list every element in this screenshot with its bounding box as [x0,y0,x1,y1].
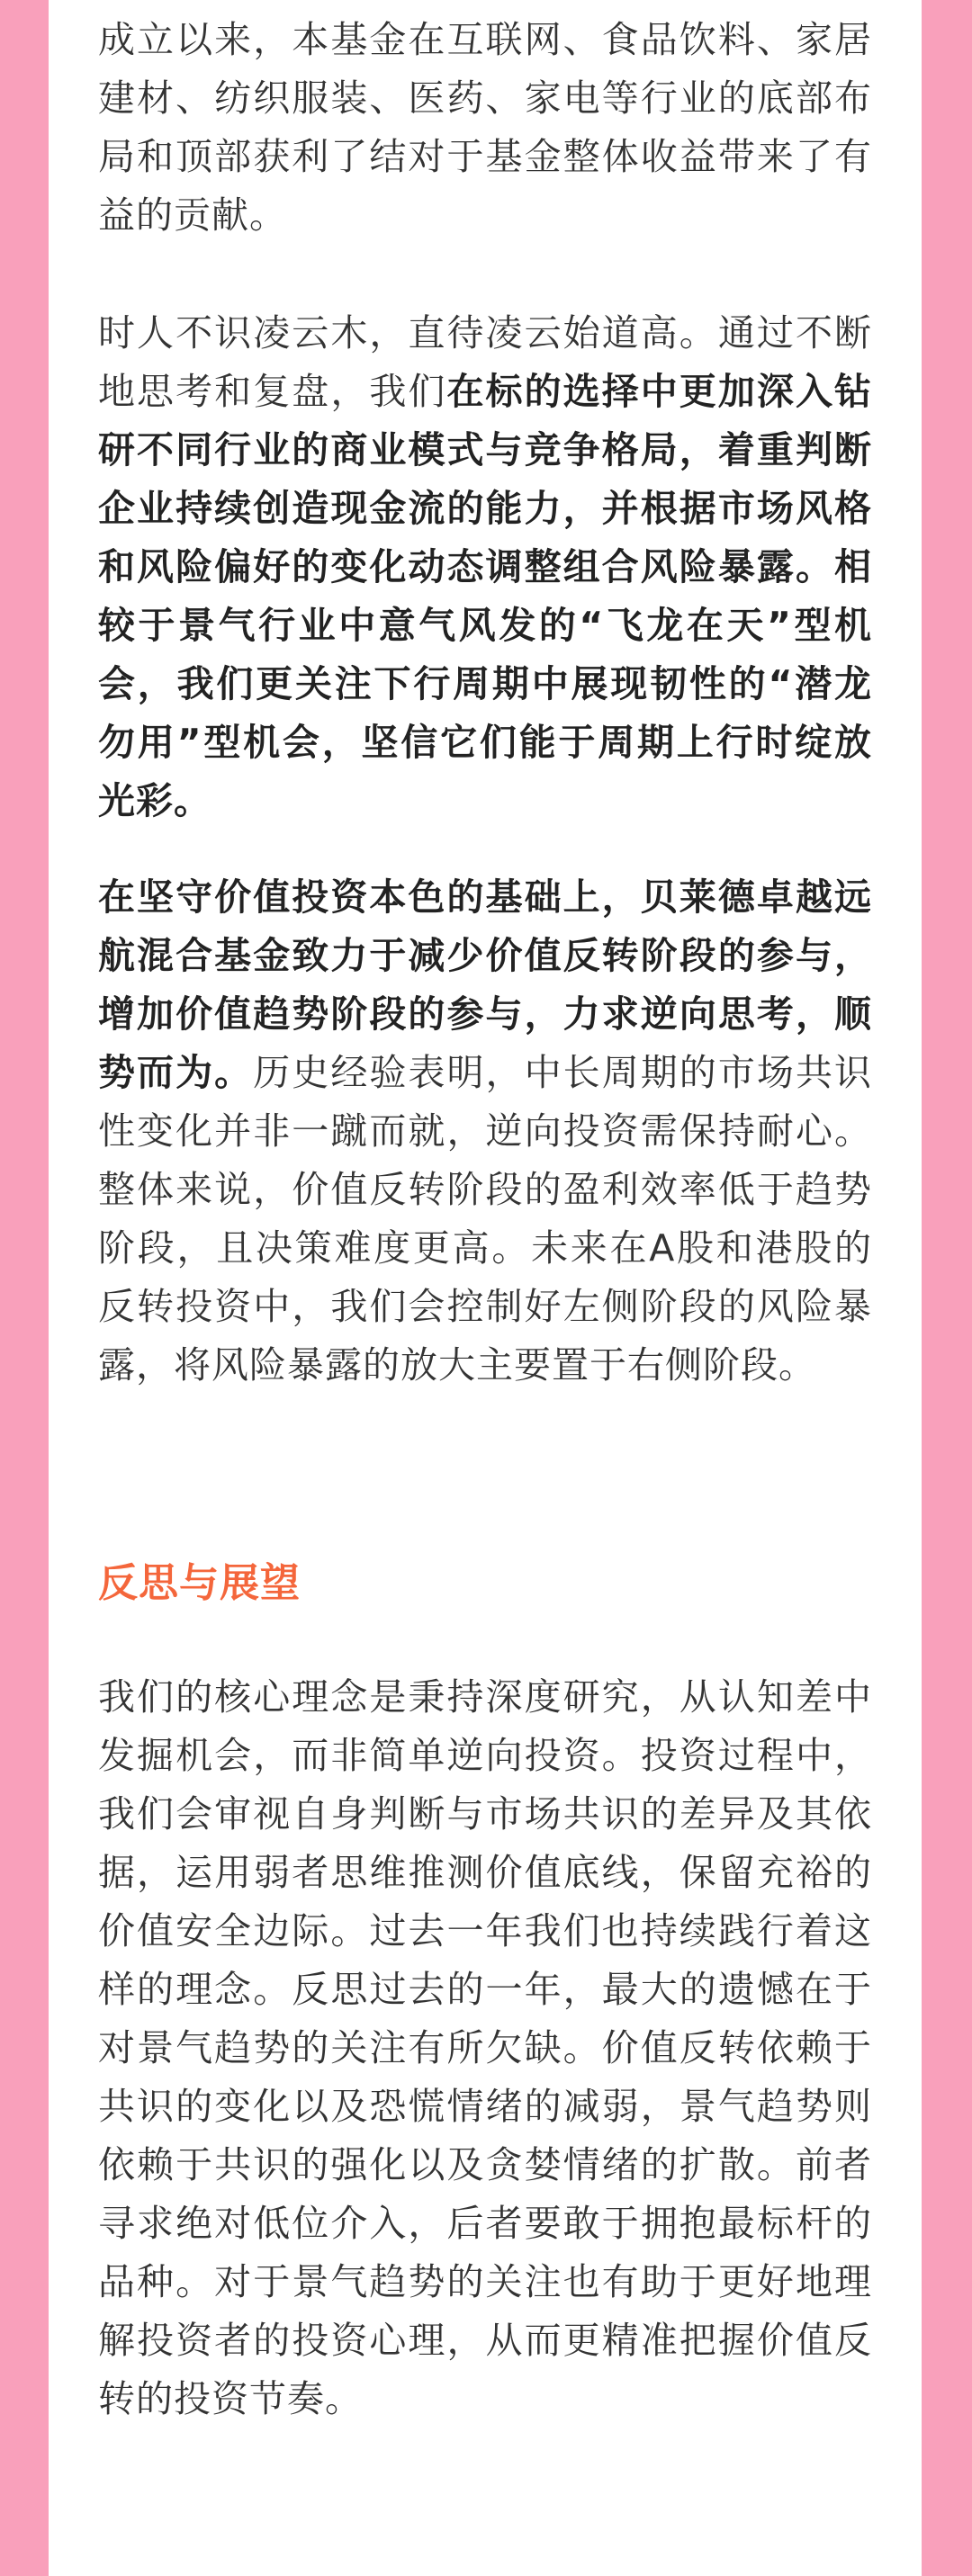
paragraph-3-text: 历史经验表明，中长周期的市场共识性变化并非一蹴而就，逆向投资需保持耐心。整体来说，价值反转阶段的盈利效率低于趋势阶段，且决策难度更高。未来在A股和港股的反转投资中，我们会控制好左侧阶段的风险暴露，将风险暴露的放大主要置于右侧阶段。 [98,1051,873,1387]
paragraph-3 [98,868,872,1395]
paragraph-4 [98,1668,872,2428]
paragraph-2 [98,304,872,830]
paragraph-1-text: 成立以来，本基金在互联网、食品饮料、家居建材、纺织服装、医药、家电等行业的底部布局和顶部获利了结对于基金整体收益带来了有益的贡献。 [98,18,872,237]
article-card [49,0,922,2576]
paragraph-1 [98,11,872,245]
paragraph-2-bold: 在标的选择中更加深入钻研不同行业的商业模式与竞争格局，着重判断企业持续创造现金流的能力，并根据市场风格和风险偏好的变化动态调整组合风险暴露。相较于景气行业中意气风发的“飞龙在天”型机会，我们更关注下行周期中展现韧性的“潜龙勿用”型机会，坚信它们能于周期上行时绽放光彩。 [98,370,873,822]
paragraph-3-bold: 在坚守价值投资本色的基础上，贝莱德卓越远航混合基金致力于减少价值反转阶段的参与，增加价值趋势阶段的参与，力求逆向思考，顺势而为。 [98,875,872,1094]
paragraph-4-text: 我们的核心理念是秉持深度研究，从认知差中发掘机会，而非简单逆向投资。投资过程中，我们会审视自身判断与市场共识的差异及其依据，运用弱者思维推测价值底线，保留充裕的价值安全边际。过去一年我们也持续践行着这样的理念。反思过去的一年，最大的遗憾在于对景气趋势的关注有所欠缺。价值反转依赖于共识的变化以及恐慌情绪的减弱，景气趋势则依赖于共识的强化以及贪婪情绪的扩散。前者寻求绝对低位介入，后者要敢于拥抱最标杆的品种。对于景气趋势的关注也有助于更好地理解投资者的投资心理，从而更精准把握价值反转的投资节奏。 [98,1675,872,2420]
paragraph-2-text: 时人不识凌云木，直待凌云始道高。通过不断地思考和复盘，我们 [98,311,872,413]
section-heading: 反思与展望 [98,1560,301,1606]
